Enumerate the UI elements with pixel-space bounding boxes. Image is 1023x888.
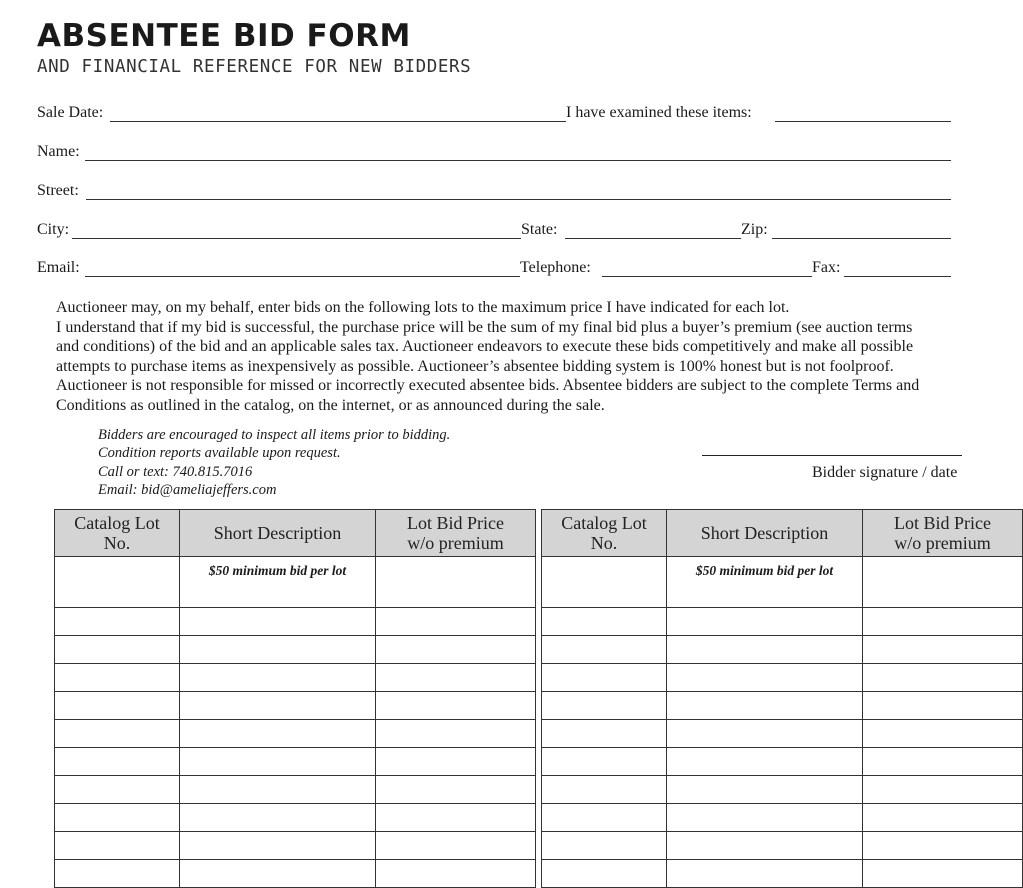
bid-table-left: [54, 509, 536, 888]
terms-line: Conditions as outlined in the catalog, on the internet, or as announced during the sale.: [56, 396, 605, 414]
lot-cell[interactable]: [55, 692, 180, 720]
description-cell[interactable]: [667, 636, 863, 664]
lot-cell[interactable]: [542, 664, 667, 692]
table-row: [55, 748, 536, 776]
terms-line: I understand that if my bid is successful, the purchase price will be the sum of my final bid plus a buyer’s premium (see auction terms: [56, 318, 913, 336]
description-cell[interactable]: [180, 636, 376, 664]
table-row: [542, 720, 1023, 748]
min-bid-note: $50 minimum bid per lot: [180, 557, 376, 608]
price-cell[interactable]: [863, 664, 1023, 692]
telephone-label: Telephone:: [520, 259, 591, 276]
table-row: [55, 664, 536, 692]
lot-cell[interactable]: [542, 636, 667, 664]
col-header-price: Lot Bid Price w/o premium: [863, 510, 1023, 557]
table-row: [542, 636, 1023, 664]
description-cell[interactable]: [667, 720, 863, 748]
description-cell[interactable]: [667, 776, 863, 804]
description-cell[interactable]: [180, 692, 376, 720]
note-line: Call or text: 740.815.7016: [98, 463, 253, 480]
name-label: Name:: [37, 143, 80, 160]
terms-line: Auctioneer may, on my behalf, enter bids on the following lots to the maximum price I have indicated for each lot.: [56, 299, 790, 316]
form-title: ABSENTEE BID FORM: [37, 18, 411, 54]
price-cell[interactable]: [376, 860, 536, 888]
col-header-lot: Catalog Lot No.: [55, 510, 180, 557]
lot-cell[interactable]: [55, 748, 180, 776]
price-cell[interactable]: [863, 608, 1023, 636]
price-cell[interactable]: [863, 692, 1023, 720]
bid-table-right: [541, 509, 1023, 888]
price-cell[interactable]: [376, 557, 536, 608]
note-line: Bidders are encouraged to inspect all items prior to bidding.: [98, 427, 451, 443]
lot-cell[interactable]: [542, 832, 667, 860]
table-row: [55, 692, 536, 720]
col-header-description: Short Description: [180, 510, 376, 557]
lot-cell[interactable]: [55, 776, 180, 804]
description-cell[interactable]: [667, 860, 863, 888]
lot-cell[interactable]: [55, 557, 180, 608]
table-row: [55, 832, 536, 860]
description-cell[interactable]: [180, 748, 376, 776]
description-cell[interactable]: [667, 748, 863, 776]
price-cell[interactable]: [863, 804, 1023, 832]
note-line: Email: bid@ameliajeffers.com: [98, 481, 277, 498]
sale-date-label: Sale Date:: [37, 104, 104, 121]
col-header-description: Short Description: [667, 510, 863, 557]
lot-cell[interactable]: [542, 720, 667, 748]
lot-cell[interactable]: [542, 804, 667, 832]
price-cell[interactable]: [376, 748, 536, 776]
price-cell[interactable]: [863, 832, 1023, 860]
table-row: [55, 860, 536, 888]
description-cell[interactable]: [667, 804, 863, 832]
bidder-notes: [98, 426, 450, 499]
description-cell[interactable]: [667, 664, 863, 692]
signature-field[interactable]: [702, 455, 962, 456]
fax-label: Fax:: [812, 259, 841, 276]
min-bid-note: $50 minimum bid per lot: [667, 557, 863, 608]
lot-cell[interactable]: [55, 720, 180, 748]
table-row: [542, 832, 1023, 860]
price-cell[interactable]: [376, 720, 536, 748]
signature-label: Bidder signature / date: [812, 464, 958, 481]
col-header-lot: Catalog Lot No.: [542, 510, 667, 557]
table-row: [542, 804, 1023, 832]
table-row: [55, 636, 536, 664]
lot-cell[interactable]: [542, 692, 667, 720]
lot-cell[interactable]: [542, 557, 667, 608]
table-row: [542, 664, 1023, 692]
email-label: Email:: [37, 259, 80, 276]
price-cell[interactable]: [376, 608, 536, 636]
description-cell[interactable]: [667, 832, 863, 860]
lot-cell[interactable]: [55, 832, 180, 860]
table-row: [542, 557, 1023, 608]
description-cell[interactable]: [180, 608, 376, 636]
terms-paragraph: [56, 298, 956, 416]
zip-label: Zip:: [741, 221, 768, 238]
terms-line: and conditions) of the bid and an applicable sales tax. Auctioneer endeavors to execute these bids competitively and make all possible: [56, 338, 914, 356]
description-cell[interactable]: [180, 664, 376, 692]
form-subtitle: AND FINANCIAL REFERENCE FOR NEW BIDDERS: [37, 57, 472, 77]
table-row: [55, 804, 536, 832]
col-header-price: Lot Bid Price w/o premium: [376, 510, 536, 557]
price-cell[interactable]: [376, 832, 536, 860]
price-cell[interactable]: [376, 636, 536, 664]
table-row: [542, 748, 1023, 776]
price-cell[interactable]: [376, 692, 536, 720]
lot-cell[interactable]: [55, 860, 180, 888]
description-cell[interactable]: [180, 776, 376, 804]
lot-cell[interactable]: [55, 804, 180, 832]
price-cell[interactable]: [863, 776, 1023, 804]
description-cell[interactable]: [180, 832, 376, 860]
lot-cell[interactable]: [55, 636, 180, 664]
table-row: [542, 608, 1023, 636]
table-row: [542, 692, 1023, 720]
table-row: [542, 776, 1023, 804]
price-cell[interactable]: [863, 557, 1023, 608]
lot-cell[interactable]: [542, 748, 667, 776]
price-cell[interactable]: [376, 804, 536, 832]
city-label: City:: [37, 221, 70, 238]
table-row: [55, 776, 536, 804]
lot-cell[interactable]: [55, 608, 180, 636]
description-cell[interactable]: [180, 720, 376, 748]
examined-label: I have examined these items:: [566, 104, 752, 121]
terms-line: attempts to purchase items as inexpensively as possible. Auctioneer’s absentee bidding system is 100% honest but is not foolproof.: [56, 357, 894, 375]
price-cell[interactable]: [863, 636, 1023, 664]
table-row: [542, 860, 1023, 888]
description-cell[interactable]: [667, 608, 863, 636]
lot-cell[interactable]: [542, 776, 667, 804]
description-cell[interactable]: [180, 860, 376, 888]
table-row: [55, 720, 536, 748]
lot-cell[interactable]: [55, 664, 180, 692]
state-label: State:: [521, 221, 558, 238]
price-cell[interactable]: [863, 720, 1023, 748]
description-cell[interactable]: [180, 804, 376, 832]
note-line: Condition reports available upon request.: [98, 445, 341, 462]
price-cell[interactable]: [376, 664, 536, 692]
lot-cell[interactable]: [542, 608, 667, 636]
street-label: Street:: [37, 182, 79, 199]
table-row: [55, 557, 536, 608]
lot-cell[interactable]: [542, 860, 667, 888]
price-cell[interactable]: [863, 748, 1023, 776]
table-row: [55, 608, 536, 636]
price-cell[interactable]: [863, 860, 1023, 888]
terms-line: Auctioneer is not responsible for missed or incorrectly executed absentee bids. Absentee bidders are subject to the complete Terms and: [56, 377, 920, 395]
price-cell[interactable]: [376, 776, 536, 804]
description-cell[interactable]: [667, 692, 863, 720]
